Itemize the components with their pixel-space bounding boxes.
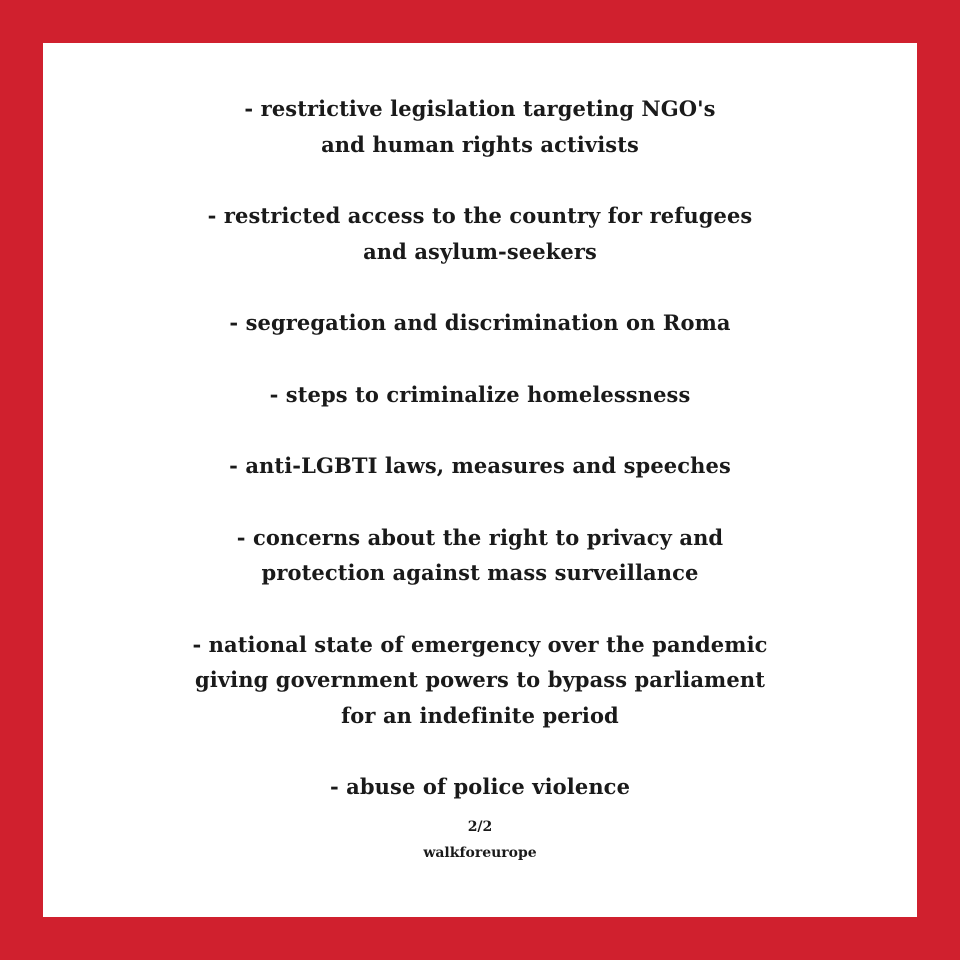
list-item-anti-lgbti: - anti-LGBTI laws, measures and speeches [229,453,731,478]
list-item-refugee-access: - restricted access to the country for refugees and asylum-seekers [207,203,753,264]
list-item-state-of-emergency: - national state of emergency over the pandemic giving government powers to bypass parliament for an indefinite period [192,631,768,728]
page-counter: 2/2 [467,819,493,835]
list-item-ngo-legislation: - restrictive legislation targeting NGO's and human rights activists [244,96,716,157]
list-item-police-violence: - abuse of police violence [329,774,631,799]
post-card [43,43,917,917]
list-item-privacy: - concerns about the right to privacy and protection against mass surveillance [236,524,724,585]
list-item-homelessness: - steps to criminalize homelessness [269,381,691,407]
account-handle: walkforeurope [423,845,537,861]
concerns-list [43,91,917,805]
footer [43,814,917,866]
list-item-roma-discrimination: - segregation and discrimination on Roma [229,310,731,335]
